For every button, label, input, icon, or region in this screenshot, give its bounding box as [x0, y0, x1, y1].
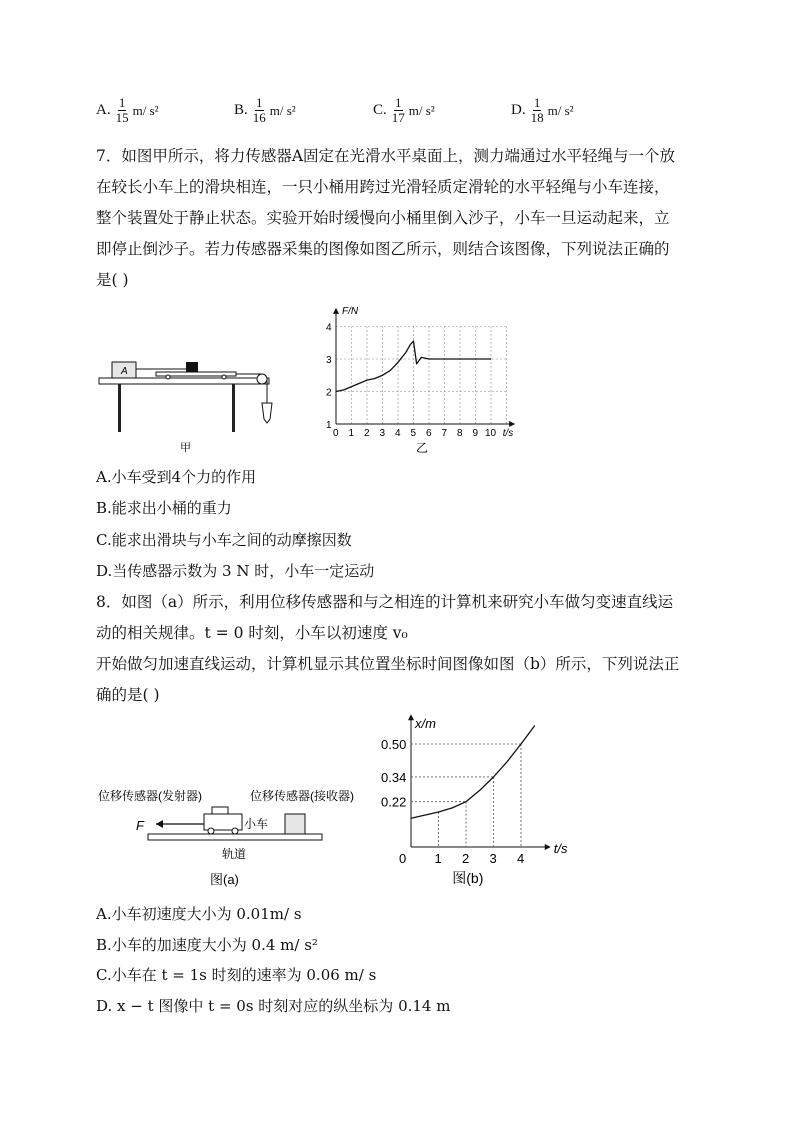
x-axis-label: t/s [553, 841, 568, 856]
y-axis-label: x/m [415, 716, 436, 731]
series-line [411, 726, 535, 819]
x-arrowhead [509, 421, 515, 427]
y-tick-label: 0.22 [381, 794, 407, 810]
y-axis-label: F/N [342, 306, 359, 317]
cart [204, 814, 242, 830]
x-tick-label: 2 [462, 851, 470, 866]
option-label: D. [511, 102, 526, 118]
wheel [166, 375, 170, 379]
y-tick-label: 2 [326, 387, 332, 399]
x-axis-label: t/s [502, 428, 514, 439]
fraction: $\frac{1}{18}$ [530, 95, 544, 125]
fig-caption: 甲 [180, 442, 191, 454]
q8-line: 8．如图（a）所示，利用位移传感器和与之相连的计算机来研究小车做匀变速直线运 [96, 593, 674, 611]
q8-line: 确的是( ) [96, 686, 160, 704]
fraction: $\frac{1}{17}$ [391, 95, 405, 125]
x-tick-label: 6 [426, 428, 432, 439]
chart-caption: 乙 [416, 441, 429, 455]
emitter-label: 位移传感器(发射器) [98, 789, 202, 803]
q6-option-b[interactable] [234, 96, 296, 125]
option-label: A. [96, 102, 111, 118]
y-tick-label: 3 [326, 355, 332, 366]
bucket [262, 403, 272, 423]
emitter [212, 807, 228, 814]
chart-position-time [370, 712, 610, 892]
x-tick-label: 8 [457, 428, 463, 439]
table-leg [118, 384, 121, 432]
q8-choice-c[interactable]: C.小车在 t = 1s 时刻的速率为 0.06 m/ s [96, 966, 377, 984]
unit: m/ s² [269, 102, 296, 118]
fraction: $\frac{1}{16}$ [252, 95, 266, 125]
y-tick-label: 0.34 [381, 769, 407, 785]
receiver-label: 位移传感器(接收器) [250, 789, 354, 803]
q6-option-c[interactable] [373, 96, 435, 125]
q8-stem [96, 587, 679, 711]
q6-options [96, 96, 696, 136]
q8-choice-d[interactable]: D. x − t 图像中 t = 0s 时刻对应的纵坐标为 0.14 m [96, 997, 451, 1015]
unit: m/ s² [547, 102, 574, 118]
option-label: B. [234, 102, 248, 118]
track-label: 轨道 [222, 847, 247, 861]
x-tick-label: 0 [333, 428, 339, 439]
receiver [285, 814, 305, 834]
x-tick-label: 1 [434, 851, 442, 866]
q6-option-d[interactable] [511, 96, 574, 125]
pulley [257, 374, 267, 384]
q8-choice-a[interactable]: A.小车初速度大小为 0.01m/ s [96, 905, 302, 923]
q7-line: 即停止倒沙子。若力传感器采集的图像如图乙所示，则结合该图像，下列说法正确的 [96, 240, 670, 258]
q6-option-a[interactable] [96, 96, 159, 125]
x-tick-label: 3 [489, 851, 497, 866]
y-tick-label: 1 [326, 420, 332, 431]
q7-line: 是( ) [96, 271, 129, 289]
fraction: $\frac{1}{15}$ [115, 95, 129, 125]
y-arrowhead [408, 714, 414, 720]
y-arrowhead [333, 308, 339, 314]
wheel [222, 375, 226, 379]
arrowhead [156, 820, 163, 828]
x-tick-label: 1 [348, 428, 355, 439]
unit: m/ s² [408, 102, 435, 118]
q7-choice-b[interactable]: B.能求出小桶的重力 [96, 499, 232, 517]
track [148, 834, 322, 840]
x-tick-label: 2 [364, 428, 370, 439]
y-tick-label: 0.50 [381, 737, 407, 752]
table-leg [232, 384, 235, 432]
chart-force-time [322, 300, 522, 458]
wheel [208, 828, 214, 834]
cart-label: 小车 [244, 817, 269, 831]
table-top [99, 378, 269, 384]
x-tick-label: 10 [485, 428, 497, 439]
x-arrowhead [545, 844, 551, 850]
x-tick-label: 0 [399, 851, 407, 866]
y-tick-label: 4 [326, 322, 332, 334]
x-tick-label: 9 [472, 428, 479, 439]
fig-apparatus-jia [96, 345, 286, 455]
q8-choice-b[interactable]: B.小车的加速度大小为 0.4 m/ s² [96, 936, 318, 954]
q7-line: 整个装置处于静止状态。实验开始时缓慢向小桶里倒入沙子，小车一旦运动起来，立 [96, 209, 670, 227]
q8-line: 开始做匀加速直线运动，计算机显示其位置坐标时间图像如图（b）所示，下列说法正 [96, 655, 680, 673]
q7-choice-c[interactable]: C.能求出滑块与小车之间的动摩擦因数 [96, 531, 352, 549]
q7-stem [96, 141, 675, 296]
q7-line: 在较长小车上的滑块相连，一只小桶用跨过光滑轻质定滑轮的水平轻绳与小车连接， [96, 178, 670, 196]
x-tick-label: 5 [410, 428, 417, 439]
unit: m/ s² [132, 102, 159, 118]
q7-line: 7．如图甲所示，将力传感器A固定在光滑水平桌面上，测力端通过水平轻绳与一个放 [96, 147, 676, 165]
q8-line: 动的相关规律。t = 0 时刻，小车以初速度 v₀ [96, 624, 408, 642]
force-label: F [136, 818, 144, 833]
slider-block [186, 362, 198, 372]
q7-choice-d[interactable]: D.当传感器示数为 3 N 时，小车一定运动 [96, 562, 375, 580]
fig-caption: 图(a) [210, 872, 239, 887]
x-tick-label: 7 [441, 428, 448, 439]
option-label: C. [373, 102, 387, 118]
x-tick-label: 4 [517, 851, 525, 866]
chart-caption: 图(b) [452, 870, 484, 886]
sensor-label: A [121, 366, 128, 377]
q7-choice-a[interactable]: A.小车受到4个力的作用 [96, 468, 257, 486]
x-tick-label: 3 [379, 428, 386, 439]
fig-a-apparatus [96, 780, 376, 890]
wheel [232, 828, 238, 834]
x-tick-label: 4 [395, 428, 401, 439]
